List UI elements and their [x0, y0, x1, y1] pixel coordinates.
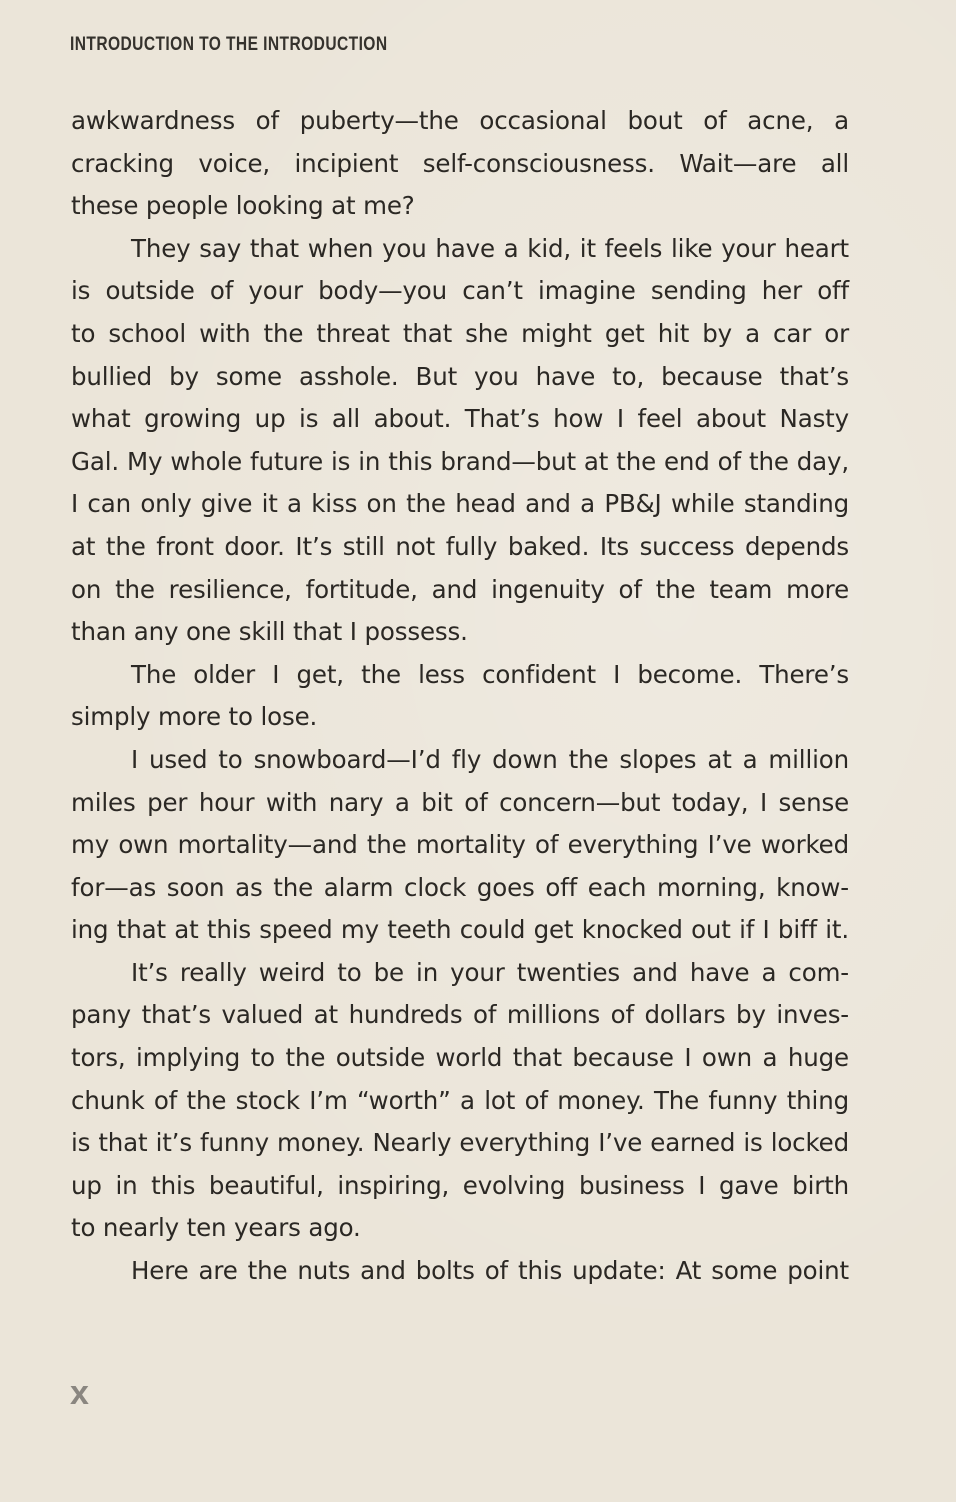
text-line: simply more to lose. [71, 702, 318, 732]
text-line: It’s really weird to be in your twenties and have a com- [131, 957, 849, 987]
text-line: I used to snowboard—I’d fly down the slopes at a million [131, 744, 849, 774]
text-line: pany that’s valued at hundreds of millions of dollars by inves- [71, 1000, 849, 1030]
text-line: to nearly ten years ago. [71, 1213, 361, 1243]
text-line: I can only give it a kiss on the head and a PB&J while standing [71, 489, 849, 519]
text-line: The older I get, the less confident I become. There’s [131, 659, 849, 689]
text-line: to school with the threat that she might get hit by a car or [71, 318, 849, 348]
text-line: tors, implying to the outside world that because I own a huge [71, 1043, 849, 1073]
text-line: miles per hour with nary a bit of concern—but today, I sense [71, 787, 849, 817]
text-line: these people looking at me? [71, 191, 415, 221]
text-line: awkwardness of puberty—the occasional bout of acne, a [71, 106, 849, 135]
running-head: INTRODUCTION TO THE INTRODUCTION [70, 34, 388, 55]
page-number: x [70, 1374, 89, 1412]
text-line: chunk of the stock I’m “worth” a lot of money. The funny thing [71, 1085, 849, 1115]
text-line: what growing up is all about. That’s how I feel about Nasty [71, 404, 849, 434]
text-line: They say that when you have a kid, it feels like your heart [131, 233, 849, 263]
text-line: at the front door. It’s still not fully baked. Its success depends [71, 531, 849, 561]
text-line: on the resilience, fortitude, and ingenuity of the team more [71, 574, 849, 604]
body-text [71, 100, 849, 1293]
text-line: ing that at this speed my teeth could get knocked out if I biff it. [71, 915, 849, 945]
text-line: is that it’s funny money. Nearly everything I’ve earned is locked [71, 1128, 849, 1158]
text-line: for—as soon as the alarm clock goes off each morning, know- [71, 872, 849, 902]
text-line: cracking voice, incipient self-consciousness. Wait—are all [71, 148, 849, 178]
text-line: Gal. My whole future is in this brand—but at the end of the day, [71, 446, 849, 476]
text-line: Here are the nuts and bolts of this update: At some point [131, 1256, 849, 1286]
text-line: than any one skill that I possess. [71, 617, 468, 647]
text-line: my own mortality—and the mortality of everything I’ve worked [71, 830, 849, 860]
text-line: is outside of your body—you can’t imagine sending her off [71, 276, 849, 306]
text-line: up in this beautiful, inspiring, evolving business I gave birth [71, 1170, 849, 1200]
text-line: bullied by some asshole. But you have to, because that’s [71, 361, 849, 391]
